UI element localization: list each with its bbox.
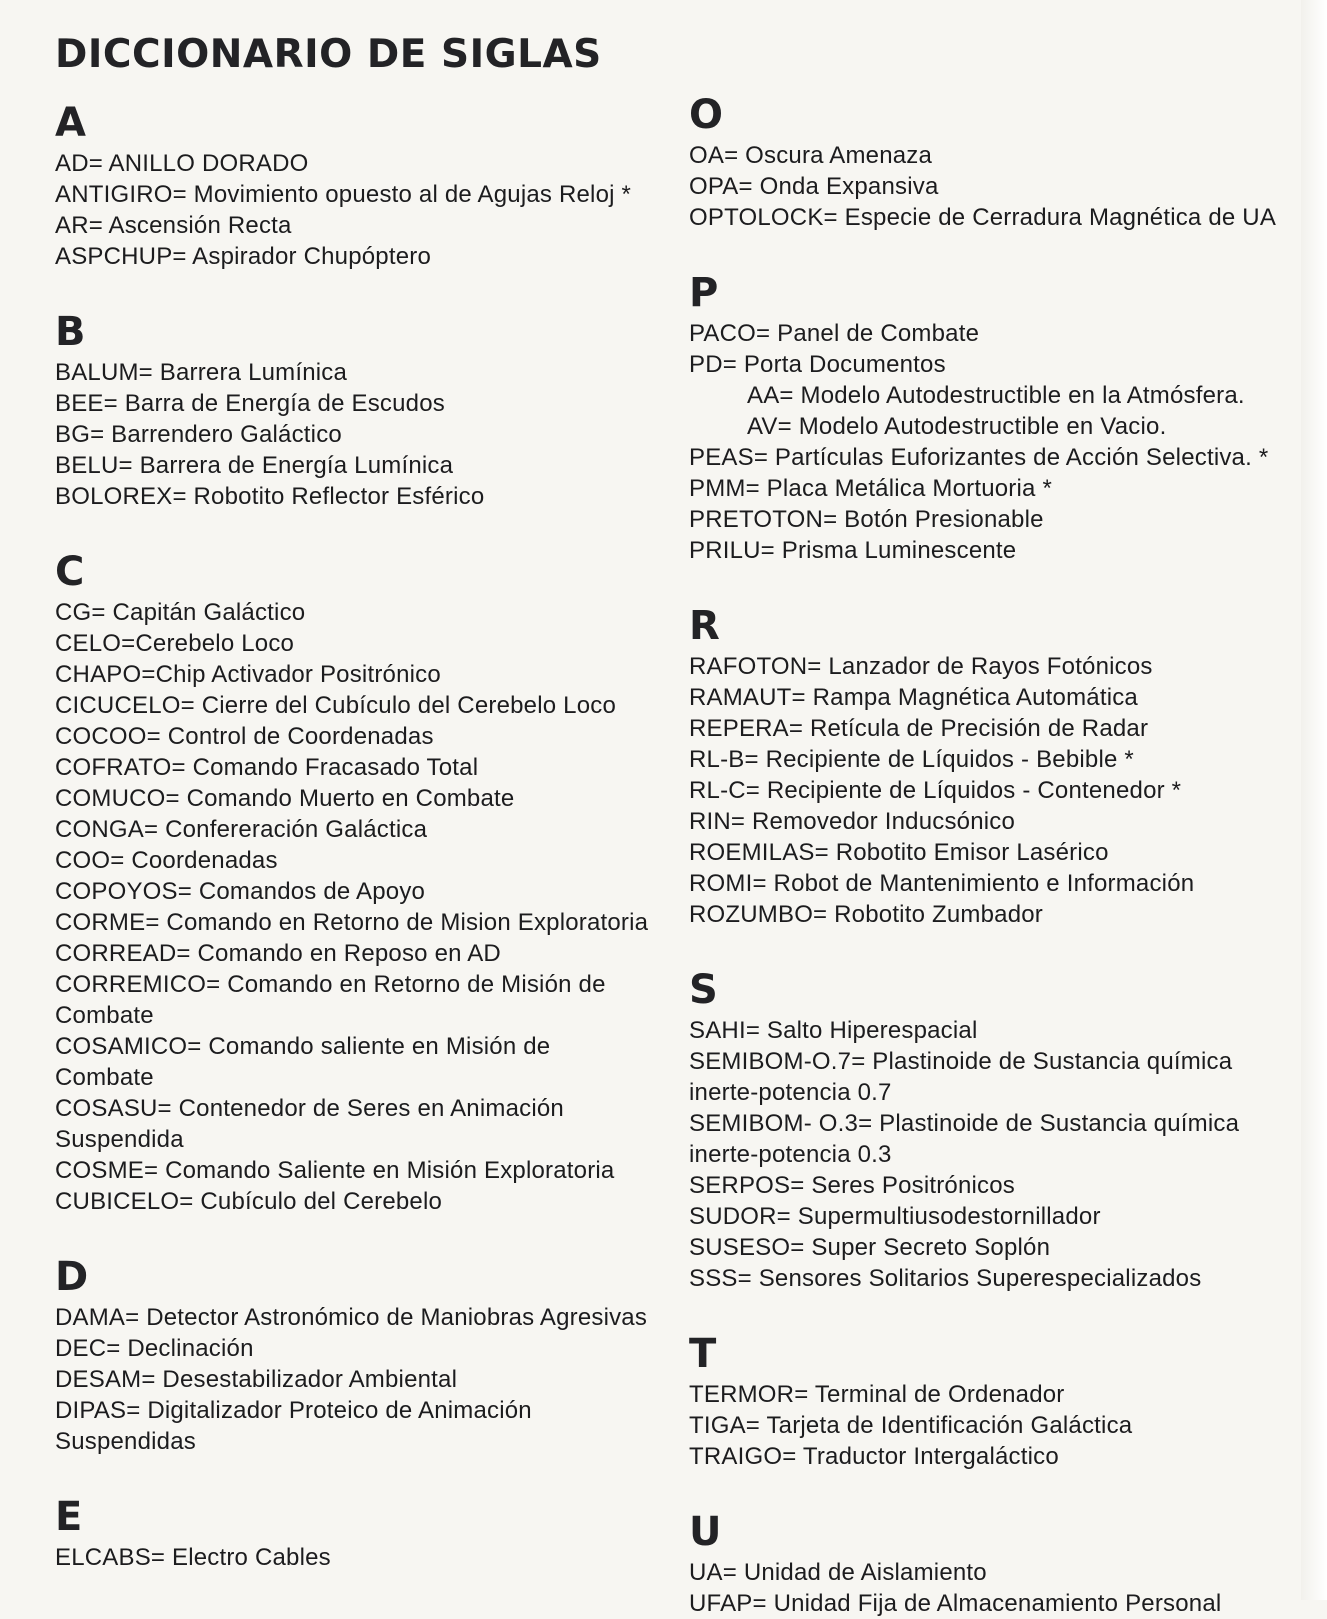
section-p [689,270,1299,566]
acronym-entry: TERMOR= Terminal de Ordenador [689,1381,1065,1408]
section-o [689,92,1299,233]
acronym-entry: SUSESO= Super Secreto Soplón [689,1234,1051,1261]
acronym-entry: SAHI= Salto Hiperespacial [689,1017,978,1044]
section-letter: U [689,1509,722,1555]
section-d [55,1254,655,1457]
acronym-entry: SEMIBOM- O.3= Plastinoide de Sustancia química inerte-potencia 0.3 [689,1110,1240,1168]
acronym-entry: BG= Barrendero Galáctico [55,421,342,448]
acronym-entry: DEC= Declinación [55,1335,254,1362]
acronym-entry: ROMI= Robot de Mantenimiento e Información [689,870,1195,897]
acronym-entry: CICUCELO= Cierre del Cubículo del Cerebelo Loco [55,692,617,719]
section-a [55,100,655,272]
section-u [689,1509,1299,1619]
acronym-entry: OA= Oscura Amenaza [689,142,933,169]
section-letter: B [55,309,86,355]
acronym-entry: OPTOLOCK= Especie de Cerradura Magnética de UA [689,204,1277,231]
acronym-entry: PD= Porta Documentos [689,351,946,378]
acronym-entry: RAMAUT= Rampa Magnética Automática [689,684,1138,711]
acronym-entry: TIGA= Tarjeta de Identificación Galáctica [689,1412,1133,1439]
acronym-entry: ROZUMBO= Robotito Zumbador [689,901,1043,928]
acronym-entry: DESAM= Desestabilizador Ambiental [55,1366,458,1393]
acronym-entry: SSS= Sensores Solitarios Superespecializados [689,1265,1202,1292]
acronym-entry: AD= ANILLO DORADO [55,150,309,177]
page-title: DICCIONARIO DE SIGLAS [55,32,602,77]
acronym-entry: ANTIGIRO= Movimiento opuesto al de Agujas Reloj * [55,181,632,208]
acronym-entry: CELO=Cerebelo Loco [55,630,295,657]
acronym-entry: PRETOTON= Botón Presionable [689,506,1044,533]
section-s [689,967,1299,1294]
acronym-entry: RL-C= Recipiente de Líquidos - Contenedor * [689,777,1182,804]
acronym-entry: AR= Ascensión Recta [55,212,292,239]
acronym-entry: COPOYOS= Comandos de Apoyo [55,878,426,905]
acronym-entry: CORME= Comando en Retorno de Mision Exploratoria [55,909,649,936]
acronym-entry: BELU= Barrera de Energía Lumínica [55,452,454,479]
section-letter: S [689,967,718,1013]
acronym-entry: OPA= Onda Expansiva [689,173,939,200]
acronym-entry: RIN= Removedor Inducsónico [689,808,1016,835]
section-b [55,309,655,512]
acronym-entry: CHAPO=Chip Activador Positrónico [55,661,441,688]
acronym-entry: COO= Coordenadas [55,847,278,874]
acronym-entry: CG= Capitán Galáctico [55,599,306,626]
acronym-entry: ASPCHUP= Aspirador Chupóptero [55,243,431,270]
acronym-entry: CUBICELO= Cubículo del Cerebelo [55,1188,443,1215]
page-edge [1301,0,1327,1600]
acronym-entry: SEMIBOM-O.7= Plastinoide de Sustancia química inerte-potencia 0.7 [689,1048,1233,1106]
section-letter: E [55,1494,83,1540]
acronym-entry: RAFOTON= Lanzador de Rayos Fotónicos [689,653,1153,680]
section-r [689,603,1299,930]
section-letter: C [55,549,85,595]
left-column [55,100,655,1573]
acronym-entry: COSME= Comando Saliente en Misión Exploratoria [55,1157,615,1184]
acronym-entry: COMUCO= Comando Muerto en Combate [55,785,515,812]
acronym-entry: BOLOREX= Robotito Reflector Esférico [55,483,485,510]
sub-entry: AV= Modelo Autodestructible en Vacio. [747,413,1167,440]
acronym-entry: SERPOS= Seres Positrónicos [689,1172,1016,1199]
acronym-entry: PMM= Placa Metálica Mortuoria * [689,475,1052,502]
acronym-entry: UA= Unidad de Aislamiento [689,1559,987,1586]
acronym-entry: BEE= Barra de Energía de Escudos [55,390,445,417]
section-letter: P [689,270,719,316]
acronym-entry: ELCABS= Electro Cables [55,1544,331,1571]
right-column [689,92,1299,1619]
acronym-entry: SUDOR= Supermultiusodestornillador [689,1203,1101,1230]
acronym-entry: PRILU= Prisma Luminescente [689,537,1017,564]
acronym-entry: CORREMICO= Comando en Retorno de Misión de Combate [55,971,606,1029]
section-letter: T [689,1331,717,1377]
section-letter: R [689,603,720,649]
acronym-entry: CORREAD= Comando en Reposo en AD [55,940,501,967]
acronym-entry: PACO= Panel de Combate [689,320,980,347]
acronym-entry: PEAS= Partículas Euforizantes de Acción Selectiva. * [689,444,1269,471]
acronym-entry: ROEMILAS= Robotito Emisor Lasérico [689,839,1109,866]
acronym-entry: COCOO= Control de Coordenadas [55,723,434,750]
acronym-entry: CONGA= Confereración Galáctica [55,816,428,843]
section-letter: D [55,1254,89,1300]
section-e [55,1494,655,1573]
sub-entry: AA= Modelo Autodestructible en la Atmósfera. [747,382,1245,409]
acronym-entry: DIPAS= Digitalizador Proteico de Animación Suspendidas [55,1397,532,1455]
acronym-entry: DAMA= Detector Astronómico de Maniobras Agresivas [55,1304,648,1331]
acronym-entry: BALUM= Barrera Lumínica [55,359,348,386]
acronym-entry: COFRATO= Comando Fracasado Total [55,754,479,781]
section-c [55,549,655,1217]
section-t [689,1331,1299,1472]
acronym-entry: COSASU= Contenedor de Seres en Animación Suspendida [55,1095,564,1153]
acronym-entry: UFAP= Unidad Fija de Almacenamiento Personal [689,1590,1222,1617]
acronym-entry: TRAIGO= Traductor Intergaláctico [689,1443,1059,1470]
acronym-entry: REPERA= Retícula de Precisión de Radar [689,715,1149,742]
acronym-entry: COSAMICO= Comando saliente en Misión de Combate [55,1033,551,1091]
acronym-entry: RL-B= Recipiente de Líquidos - Bebible * [689,746,1134,773]
section-letter: A [55,100,86,146]
section-letter: O [689,92,724,138]
